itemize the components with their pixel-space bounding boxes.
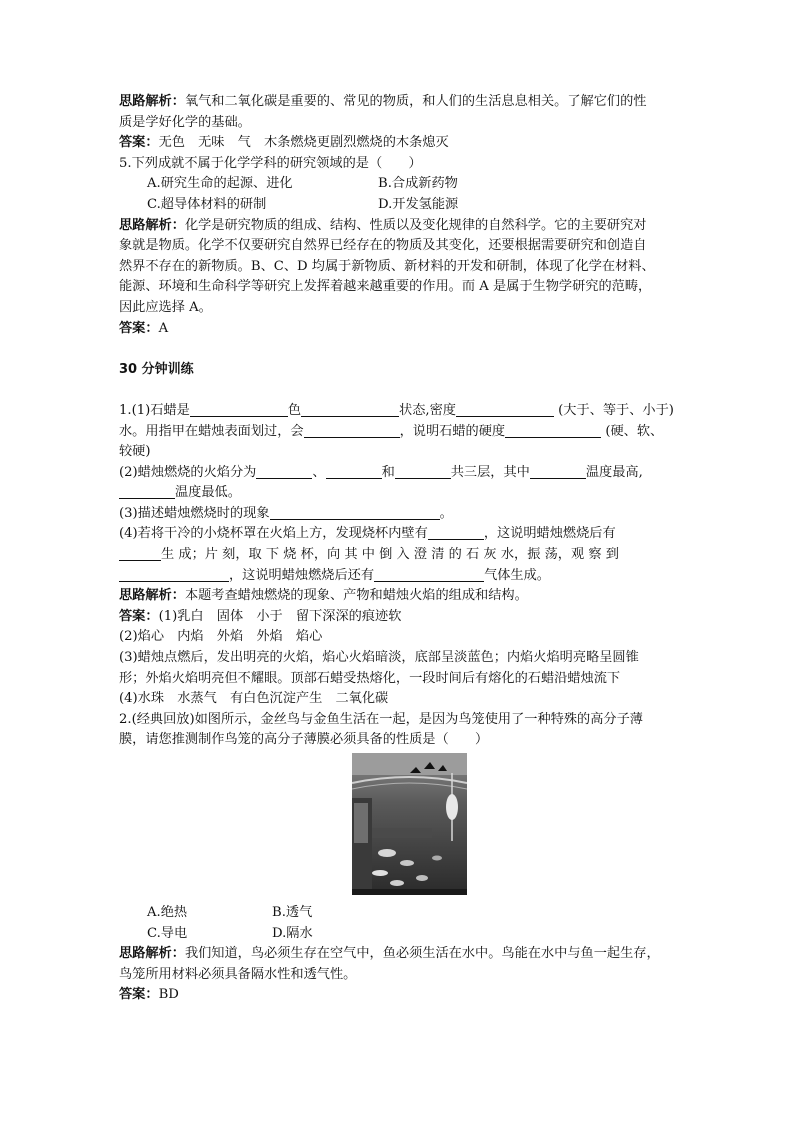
analysis-label: 思路解析： <box>119 588 185 604</box>
q2-stem-line-2: 膜，请您推测制作鸟笼的高分子薄膜必须具备的性质是（ ） <box>119 732 489 748</box>
q5-answer: 答案：A <box>119 320 169 336</box>
answer-label: 答案： <box>119 135 159 151</box>
q1-line-7: (4)若将干冷的小烧杯罩在火焰上方，发现烧杯内壁有 ，这说明蜡烛燃烧后有 <box>119 526 616 542</box>
answer-blank[interactable] <box>304 422 400 438</box>
document-page <box>119 92 675 1006</box>
q2-analysis-line-1: 思路解析：我们知道，鸟必须生存在空气中，鱼必须生活在水中。鸟能在水中与鱼一起生存， <box>119 946 660 962</box>
q2-option-d: D.隔水 <box>272 925 313 941</box>
q2-options-row-2 <box>119 924 675 945</box>
q1-answer-line-3: (3)蜡烛点燃后，发出明亮的火焰，焰心火焰暗淡，底部呈淡蓝色；内焰火焰明亮略呈圆锥 <box>119 650 639 666</box>
q5-options-row-1 <box>119 174 675 195</box>
q1-line-5: 温度最低。 <box>119 483 675 504</box>
figure-container <box>119 753 675 899</box>
answer-blank[interactable] <box>428 524 484 540</box>
answer-blank[interactable] <box>190 401 288 417</box>
q5-stem: 5.下列成就不属于化学学科的研究领域的是（ ） <box>119 155 422 171</box>
analysis-label: 思路解析： <box>119 946 185 962</box>
q5-option-c: C.超导体材料的研制 <box>147 196 267 212</box>
q5-analysis-line-3: 然界不存在的新物质。B、C、D 均属于新物质、新材料的开发和研制，体现了化学在材料、 <box>119 258 655 274</box>
q2-answer: 答案：BD <box>119 987 179 1003</box>
intro-analysis-line-2: 质是学好化学的基础。 <box>119 114 251 130</box>
answer-label: 答案： <box>119 608 159 624</box>
answer-label: 答案： <box>119 320 159 336</box>
q2-option-a: A.绝热 <box>147 905 188 920</box>
q5-options-row-2 <box>119 195 675 216</box>
q2-options-row-1 <box>119 903 675 924</box>
answer-blank[interactable] <box>326 463 382 479</box>
q2-option-b: B.透气 <box>272 905 313 920</box>
analysis-label: 思路解析： <box>119 94 185 109</box>
q1-answer-line-5: (4)水珠 水蒸气 有白色沉淀产生 二氧化碳 <box>119 691 389 707</box>
q5-analysis-line-4: 能源、环境和生命科学等研究上发挥着越来越重要的作用。而 A 是属于生物学研究的范畴， <box>119 279 652 295</box>
answer-blank[interactable] <box>505 422 601 438</box>
q1-analysis: 思路解析：本题考查蜡烛燃烧的现象、产物和蜡烛火焰的组成和结构。 <box>119 588 528 604</box>
answer-label: 答案： <box>119 987 159 1003</box>
bird-fish-cage-photo <box>352 753 467 895</box>
answer-blank[interactable] <box>119 566 229 582</box>
q1-answer-line-1: 答案：(1)乳白 固体 小于 留下深深的痕迹软 <box>119 608 402 624</box>
answer-blank[interactable] <box>270 504 440 520</box>
q5-analysis-line-1: 思路解析：化学是研究物质的组成、结构、性质以及变化规律的自然科学。它的主要研究对 <box>119 217 647 233</box>
q5-analysis-line-2: 象就是物质。化学不仅要研究自然界已经存在的物质及其变化，还要根据需要研究和创造自 <box>119 238 647 254</box>
q1-line-2: 水。用指甲在蜡烛表面划过，会 ，说明石蜡的硬度 (硬、软、 <box>119 423 664 439</box>
answer-blank[interactable] <box>301 401 399 417</box>
q2-option-c: C.导电 <box>147 925 188 941</box>
answer-blank[interactable] <box>119 545 161 561</box>
q1-line-4: (2)蜡烛燃烧的火焰分为 、 和 共三层，其中 温度最高, <box>119 464 643 480</box>
answer-blank[interactable] <box>530 463 586 479</box>
answer-blank[interactable] <box>456 401 554 417</box>
answer-blank[interactable] <box>395 463 451 479</box>
intro-analysis-line-1: 思路解析：氧气和二氧化碳是重要的、常见的物质，和人们的生活息息相关。了解它们的性 <box>119 94 647 109</box>
q1-answer-line-4: 形；外焰火焰明亮但不耀眼。顶部石蜡受热熔化，一段时间后有熔化的石蜡沿蜡烛流下 <box>119 670 621 686</box>
q1-line-6: (3)描述蜡烛燃烧时的现象 。 <box>119 505 453 521</box>
intro-answer: 答案：无色 无味 气 木条燃烧更剧烈燃烧的木条熄灭 <box>119 135 449 151</box>
q5-analysis-line-5: 因此应选择 A。 <box>119 299 212 315</box>
q5-option-a: A.研究生命的起源、进化 <box>147 176 293 192</box>
answer-blank[interactable] <box>374 566 484 582</box>
section-title: 30 分钟训练 <box>119 361 194 377</box>
q1-line-9: ，这说明蜡烛燃烧后还有 气体生成。 <box>119 566 675 587</box>
q5-option-b: B.合成新药物 <box>378 176 458 192</box>
analysis-label: 思路解析： <box>119 217 185 233</box>
q1-line-8: 生 成；片 刻，取 下 烧 杯，向 其 中 倒 入 澄 清 的 石 灰 水，振 荡，观 察 到 <box>119 545 675 566</box>
q5-option-d: D.开发氢能源 <box>378 196 459 212</box>
q2-stem-line-1: 2.(经典回放)如图所示，金丝鸟与金鱼生活在一起，是因为鸟笼使用了一种特殊的高分子薄 <box>119 711 643 727</box>
q1-line-3: 较硬) <box>119 444 151 460</box>
q2-analysis-line-2: 鸟笼所用材料必须具备隔水性和透气性。 <box>119 966 357 982</box>
q1-answer-line-2: (2)焰心 内焰 外焰 外焰 焰心 <box>119 629 323 645</box>
answer-blank[interactable] <box>119 483 175 499</box>
answer-blank[interactable] <box>256 463 312 479</box>
q1-line-1: 1.(1)石蜡是 色 状态,密度 (大于、等于、小于) <box>119 402 674 418</box>
